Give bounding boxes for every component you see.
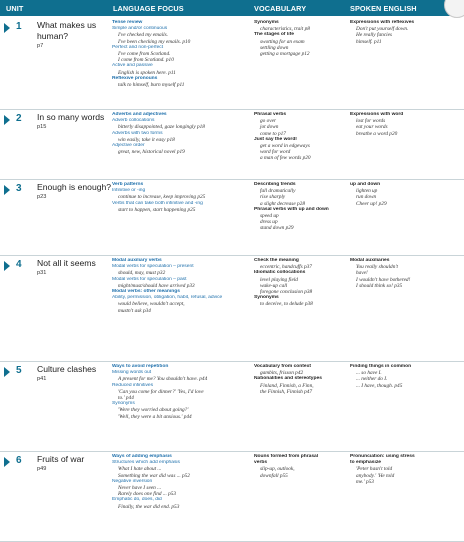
language-focus-cell-line: 'Can you come for dinner?' 'Yes, I'd love bbox=[118, 388, 204, 395]
vocabulary-cell-line: Nationalities and stereotypes bbox=[254, 376, 322, 382]
vocabulary-cell-line: word for word bbox=[260, 149, 291, 156]
spoken-english-cell-line: ... I have, though. p45 bbox=[356, 382, 403, 389]
vocabulary-cell-line: gambits, frisson p42 bbox=[260, 370, 304, 377]
language-focus-cell-line: 'Well, they were a bit anxious.' p44 bbox=[118, 413, 192, 420]
vocabulary-cell-line: Check the meaning bbox=[254, 258, 299, 263]
vocabulary-cell-line: swotting for an exam bbox=[260, 38, 305, 45]
unit-page-number: p23 bbox=[37, 193, 47, 200]
spoken-english-cell-line: up and down bbox=[350, 182, 381, 187]
vocabulary-cell bbox=[254, 364, 344, 395]
language-focus-cell-line: Synonyms bbox=[112, 401, 135, 407]
vocabulary-cell-line: foregone conclusion p38 bbox=[260, 289, 313, 296]
unit-cell bbox=[0, 180, 112, 255]
language-focus-cell-line: continue to increase, keep improving p25 bbox=[118, 194, 206, 201]
language-focus-cell-line: Reflexive pronouns bbox=[112, 75, 158, 81]
table-header bbox=[0, 0, 464, 16]
language-focus-cell-line: Infinitive or -ing bbox=[112, 188, 146, 194]
vocabulary-cell-line: the Finnish, Finnish p47 bbox=[260, 388, 313, 395]
language-focus-cell-line: Tense review bbox=[112, 20, 143, 25]
language-focus-cell-line: Modal verbs for speculation – past bbox=[112, 276, 187, 282]
language-focus-cell-line: might/must/should have arrived p33 bbox=[118, 282, 195, 289]
vocabulary-cell bbox=[254, 182, 344, 232]
spoken-english-cell-line: Expressions with word bbox=[350, 112, 404, 117]
vocabulary-cell-line: wake-up call bbox=[260, 282, 288, 289]
play-arrow-icon bbox=[4, 261, 10, 271]
unit-row bbox=[0, 256, 464, 362]
vocabulary-cell-line: jot down bbox=[260, 124, 279, 131]
vocabulary-cell-line: Synonyms bbox=[254, 295, 279, 301]
language-focus-cell-line: Adverb collocations bbox=[112, 118, 155, 124]
unit-row bbox=[0, 180, 464, 256]
spoken-english-cell-line: anybody.' 'He told bbox=[356, 472, 395, 479]
vocabulary-cell-line: to deceive, to delude p38 bbox=[260, 301, 313, 308]
play-arrow-icon bbox=[4, 23, 10, 33]
spoken-english-cell-line: eat your words bbox=[356, 124, 388, 131]
vocabulary-cell-line: slip-up, outlook, bbox=[260, 466, 295, 473]
spoken-english-cell-line: He really fancies bbox=[356, 32, 392, 39]
vocabulary-cell-line: stand down p29 bbox=[260, 225, 294, 232]
vocabulary-cell-line: Phrasal verbs with up and down bbox=[254, 206, 329, 212]
vocabulary-cell-line: Nouns formed from phrasal bbox=[254, 454, 319, 459]
vocabulary-cell bbox=[254, 20, 344, 57]
unit-title-line: Fruits of war bbox=[37, 454, 85, 464]
vocabulary-cell-line: a man of few words p20 bbox=[260, 155, 311, 162]
language-focus-cell-line: A present for me? You shouldn't have. p44 bbox=[118, 376, 208, 383]
language-focus-cell-line: English is spoken here. p11 bbox=[118, 69, 176, 76]
vocabulary-cell bbox=[254, 258, 344, 308]
vocabulary-cell-line: level playing field bbox=[260, 276, 298, 283]
language-focus-cell-line: should, may, must p32 bbox=[118, 270, 166, 277]
vocabulary-cell-line: settling down bbox=[260, 44, 289, 51]
unit-title bbox=[37, 258, 109, 278]
language-focus-cell-line: I come from Scotland. p10 bbox=[118, 57, 174, 64]
unit-row bbox=[0, 452, 464, 542]
unit-row bbox=[0, 110, 464, 180]
language-focus-cell-line: Reduced infinitives bbox=[112, 382, 154, 388]
language-focus-cell-line: I've checked my emails. bbox=[118, 32, 168, 39]
unit-page-number: p41 bbox=[37, 375, 47, 382]
play-arrow-icon bbox=[4, 185, 10, 195]
spoken-english-cell-line: You really shouldn't bbox=[356, 264, 398, 271]
spoken-english-cell-line: lighten up bbox=[356, 188, 378, 195]
vocabulary-cell-line: verbs bbox=[254, 460, 268, 466]
vocabulary-cell-line: fall dramatically bbox=[260, 188, 296, 195]
vocabulary-cell-line: characteristics, trait p8 bbox=[260, 26, 310, 33]
spoken-english-cell-line: I should think so! p35 bbox=[356, 282, 403, 289]
vocabulary-cell-line: dress up bbox=[260, 219, 278, 226]
play-arrow-icon bbox=[4, 115, 10, 125]
unit-title-line: human? bbox=[37, 30, 69, 41]
language-focus-cell bbox=[112, 454, 247, 510]
spoken-english-cell-line: have! bbox=[356, 270, 368, 277]
spoken-english-cell bbox=[350, 364, 458, 389]
unit-cell bbox=[0, 362, 106, 451]
vocabulary-cell-line: rise sharply bbox=[260, 194, 286, 201]
language-focus-cell-line: to.' p44 bbox=[118, 395, 134, 402]
language-focus-cell-line: Modal verbs for speculation – present bbox=[112, 264, 194, 270]
unit-title bbox=[37, 112, 109, 132]
vocabulary-cell-line: Vocabulary from context bbox=[254, 364, 311, 369]
language-focus-cell bbox=[112, 20, 247, 88]
language-focus-cell-line: Never have I seen ... bbox=[118, 485, 162, 492]
vocabulary-cell-line: speed up bbox=[260, 213, 279, 220]
language-focus-cell-line: Perfect and non-perfect bbox=[112, 44, 164, 50]
spoken-english-cell bbox=[350, 182, 458, 207]
language-focus-cell-line: Rarely does one find ... p53 bbox=[118, 491, 177, 498]
language-focus-cell-line: 'Were they worried about going?' bbox=[118, 407, 189, 414]
header-unit: UNIT bbox=[6, 4, 24, 13]
unit-page-number: p31 bbox=[37, 269, 47, 276]
spoken-english-cell-line: to emphasize bbox=[350, 460, 381, 466]
unit-cell bbox=[0, 256, 106, 361]
language-focus-cell-line: Something the war did was ... p52 bbox=[118, 472, 190, 479]
language-focus-cell-line: talk to himself, burn myself p11 bbox=[118, 82, 185, 89]
spoken-english-cell-line: Pronunciation: using stress bbox=[350, 454, 415, 459]
unit-cell bbox=[0, 452, 106, 541]
language-focus-cell-line: Adverbs with two forms bbox=[112, 130, 163, 136]
unit-title-line: Not all it seems bbox=[37, 258, 96, 268]
language-focus-cell-line: Modal auxiliary verbs bbox=[112, 258, 162, 263]
vocabulary-cell-line: downfall p55 bbox=[260, 472, 288, 479]
unit-title bbox=[37, 182, 112, 202]
vocabulary-cell bbox=[254, 112, 344, 162]
language-focus-cell-line: I've come from Scotland. bbox=[118, 51, 171, 58]
unit-number: 4 bbox=[16, 259, 22, 270]
spoken-english-cell-line: ... so have I. bbox=[356, 370, 382, 377]
language-focus-cell bbox=[112, 182, 247, 213]
spoken-english-cell bbox=[350, 112, 458, 137]
unit-row bbox=[0, 362, 464, 452]
vocabulary-cell-line: Just say the word! bbox=[254, 136, 297, 142]
language-focus-cell bbox=[112, 258, 247, 314]
play-arrow-icon bbox=[4, 457, 10, 467]
unit-page-number: p15 bbox=[37, 123, 47, 130]
unit-cell bbox=[0, 110, 106, 179]
spoken-english-cell-line: Finding things in common bbox=[350, 364, 412, 369]
spoken-english-cell-line: Modal auxiliaries bbox=[350, 258, 390, 263]
vocabulary-cell-line: The stages of life bbox=[254, 32, 294, 38]
unit-row bbox=[0, 18, 464, 110]
spoken-english-cell-line: Expressions with reflexives bbox=[350, 20, 415, 25]
unit-number: 1 bbox=[16, 21, 22, 32]
spoken-english-cell-line: breathe a word p20 bbox=[356, 130, 398, 137]
header-language-focus: LANGUAGE FOCUS bbox=[113, 4, 184, 13]
unit-number: 6 bbox=[16, 455, 22, 466]
unit-page-number: p49 bbox=[37, 465, 47, 472]
language-focus-cell-line: Negative inversion bbox=[112, 478, 153, 484]
language-focus-cell-line: What I hate about ... bbox=[118, 466, 162, 473]
vocabulary-cell-line: get a word in edgeways bbox=[260, 143, 310, 150]
language-focus-cell-line: win easily, take it easy p18 bbox=[118, 136, 175, 143]
spoken-english-cell-line: me.' p53 bbox=[356, 478, 374, 485]
unit-title bbox=[37, 20, 109, 51]
unit-number: 3 bbox=[16, 183, 22, 194]
language-focus-cell-line: Active and passive bbox=[112, 63, 153, 69]
vocabulary-cell-line: Finland, Finnish, a Finn, bbox=[260, 382, 314, 389]
language-focus-cell-line: would believe, wouldn't accept, bbox=[118, 301, 185, 308]
language-focus-cell-line: bitterly disappointed, gaze longingly p18 bbox=[118, 124, 205, 131]
unit-title bbox=[37, 454, 109, 474]
language-focus-cell-line: Emphatic do, does, did bbox=[112, 497, 162, 503]
header-spoken-english: SPOKEN ENGLISH bbox=[350, 4, 417, 13]
spoken-english-cell-line: himself. p11 bbox=[356, 38, 382, 45]
vocabulary-cell-line: Synonyms bbox=[254, 20, 279, 25]
language-focus-cell-line: Ability, permission, obligation, habit, refusal, advice bbox=[112, 295, 223, 301]
unit-title bbox=[37, 364, 109, 384]
spoken-english-cell bbox=[350, 258, 458, 289]
vocabulary-cell-line: go over bbox=[260, 118, 277, 125]
language-focus-cell-line: Verb patterns bbox=[112, 182, 144, 187]
vocabulary-cell-line: getting a mortgage p12 bbox=[260, 51, 310, 58]
vocabulary-cell-line: a slight decrease p28 bbox=[260, 200, 305, 207]
spoken-english-cell-line: run down bbox=[356, 194, 377, 201]
spoken-english-cell bbox=[350, 454, 458, 485]
spoken-english-cell-line: Don't put yourself down. bbox=[356, 26, 409, 33]
language-focus-cell-line: start to happen, start happening p25 bbox=[118, 206, 196, 213]
vocabulary-cell-line: Phrasal verbs bbox=[254, 112, 287, 117]
language-focus-cell-line: Ways of adding emphasis bbox=[112, 454, 172, 459]
language-focus-cell-line: mustn't ask p34 bbox=[118, 307, 151, 314]
vocabulary-cell-line: Describing trends bbox=[254, 182, 296, 187]
unit-title-line: Culture clashes bbox=[37, 364, 97, 374]
unit-page-number: p7 bbox=[37, 42, 44, 49]
unit-number: 5 bbox=[16, 365, 22, 376]
play-arrow-icon bbox=[4, 367, 10, 377]
spoken-english-cell bbox=[350, 20, 458, 45]
language-focus-cell-line: Ways to avoid repetition bbox=[112, 364, 169, 369]
language-focus-cell bbox=[112, 364, 247, 420]
language-focus-cell-line: Verbs that can take both infinitive and -ing bbox=[112, 200, 203, 206]
language-focus-cell-line: great, new, historical novel p19 bbox=[118, 149, 185, 156]
language-focus-cell bbox=[112, 112, 247, 155]
header-vocabulary: VOCABULARY bbox=[254, 4, 307, 13]
language-focus-cell-line: Missing words out bbox=[112, 370, 152, 376]
unit-title-line: Enough is enough? bbox=[37, 182, 112, 192]
language-focus-cell-line: Adjective order bbox=[112, 143, 145, 149]
spoken-english-cell-line: ... neither do I. bbox=[356, 376, 388, 383]
vocabulary-cell-line: eccentric, handcuffs p37 bbox=[260, 264, 312, 271]
language-focus-cell-line: Adverbs and adjectives bbox=[112, 112, 167, 117]
unit-title-line: In so many words bbox=[37, 112, 105, 122]
vocabulary-cell bbox=[254, 454, 344, 479]
spoken-english-cell-line: Cheer up! p29 bbox=[356, 200, 387, 207]
language-focus-cell-line: Modal verbs: other meanings bbox=[112, 289, 180, 295]
spoken-english-cell-line: lost for words bbox=[356, 118, 386, 125]
spoken-english-cell-line: I wouldn't have bothered! bbox=[356, 276, 411, 283]
language-focus-cell-line: Simple and/or continuous bbox=[112, 26, 168, 32]
unit-cell bbox=[0, 18, 106, 109]
unit-title-line: What makes us bbox=[37, 20, 97, 30]
language-focus-cell-line: Structures which add emphasis bbox=[112, 460, 180, 466]
unit-number: 2 bbox=[16, 113, 22, 124]
vocabulary-cell-line: come to p17 bbox=[260, 130, 286, 137]
language-focus-cell-line: Finally, the war did end. p53 bbox=[118, 503, 180, 510]
spoken-english-cell-line: 'Peter hasn't told bbox=[356, 466, 393, 473]
language-focus-cell-line: I've been checking my emails. p10 bbox=[118, 38, 191, 45]
vocabulary-cell-line: Idiomatic collocations bbox=[254, 270, 306, 276]
